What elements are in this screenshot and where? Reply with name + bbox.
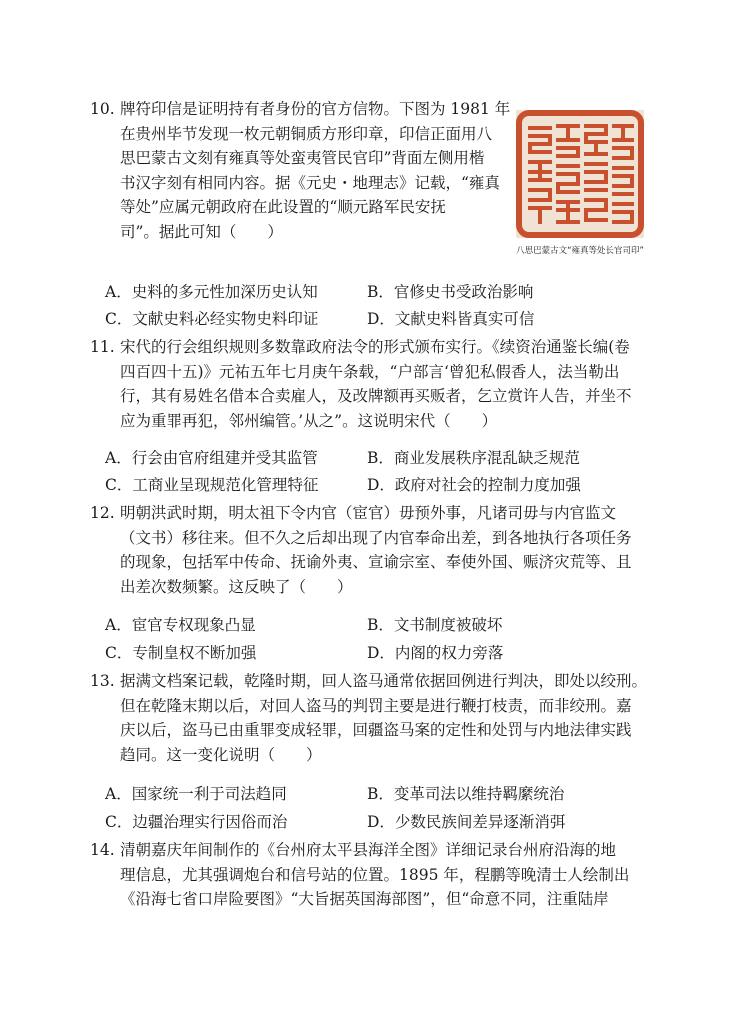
stem-line: 明朝洪武时期，明太祖下令内官（宦官）毋预外事，凡诸司毋与内官监文 [120,504,617,522]
option-a[interactable]: A．行会由官府组建并受其监管 [105,449,318,467]
stem-line: 庆以后，盗马已由重罪变成轻罪，回疆盗马案的定性和处罚与内地法律实践 [120,721,632,739]
question-number: 13. [90,672,115,690]
stem-line: 等处”应属元朝政府在此设置的“顺元路军民安抚 [120,198,446,216]
question-13 [90,669,650,767]
question-10 [90,97,510,244]
stem-line: 宋代的行会组织规则多数靠政府法令的形式颁布实行。《续资治通鉴长编(卷 [120,338,630,356]
question-number: 14. [90,841,115,859]
stem-line: 四百四十五)》元祐五年七月庚午条载，“户部言‘曾犯私假香人，法当勒出 [120,362,620,381]
question-stem [90,97,510,244]
stem-line: 牌符印信是证明持有者身份的官方信物。下图为 1981 年 [120,100,511,118]
stem-line: 书汉字刻有相同内容。据《元史・地理志》记载，“雍真 [120,173,500,192]
seal-figure [500,100,660,265]
stem-line: 据满文档案记载，乾隆时期，回人盗马通常依据回例进行判决，即处以绞刑。 [120,672,648,690]
question-stem [90,501,650,599]
option-d[interactable]: D．内阁的权力旁落 [367,644,504,662]
stem-line: 出差次数频繁。这反映了（ ） [120,577,353,596]
question-stem [90,335,650,433]
option-c[interactable]: C．文献史料必经实物史料印证 [105,310,319,328]
question-11 [90,335,650,433]
option-a[interactable]: A．史料的多元性加深历史认知 [105,283,318,301]
option-b[interactable]: B．变革司法以维持羁縻统治 [367,785,565,803]
option-c[interactable]: C．边疆治理实行因俗而治 [105,813,288,831]
question-number: 12. [90,504,115,522]
question-12 [90,501,650,599]
stem-line: 司”。据此可知（ ） [120,222,283,241]
option-c[interactable]: C．工商业呈现规范化管理特征 [105,476,319,494]
option-d[interactable]: D．政府对社会的控制力度加强 [367,476,581,494]
stem-line: 的现象，包括军中传命、抚谕外夷、宣谕宗室、奉使外国、赈济灾荒等、且 [120,553,632,571]
stem-line: 应为重罪再犯，邻州编管。’从之”。这说明宋代（ ） [120,411,498,430]
stem-line: 行，其有易姓名借本合卖雇人，及改牌额再买贩者，乞立赏许人告，并坐不 [120,387,632,405]
question-number: 10. [90,100,115,118]
option-b[interactable]: B．文书制度被破坏 [367,616,503,634]
seal-image [516,110,644,238]
stem-line: （文书）移往来。但不久之后却出现了内官奉命出差，到各地执行各项任务 [120,528,632,547]
option-a[interactable]: A．宦官专权现象凸显 [105,616,256,634]
option-d[interactable]: D．文献史料皆真实可信 [367,310,535,328]
question-14 [90,838,650,912]
option-b[interactable]: B．商业发展秩序混乱缺乏规范 [367,449,580,467]
question-stem [90,838,650,912]
stem-line: 思巴蒙古文刻有雍真等处蛮夷管民官印”背面左侧用楷 [120,149,485,167]
stem-line: 《沿海七省口岸险要图》“大旨据英国海部图”，但“命意不同，注重陆岸 [120,890,609,908]
option-c[interactable]: C．专制皇权不断加强 [105,644,257,662]
option-b[interactable]: B．官修史书受政治影响 [367,283,534,301]
stem-line: 理信息，尤其强调炮台和信号站的位置。1895 年，程鹏等晚清士人绘制出 [120,865,630,884]
option-a[interactable]: A．国家统一利于司法趋同 [105,785,287,803]
question-number: 11. [90,338,115,356]
stem-line: 但在乾隆末期以后，对回人盗马的判罚主要是进行鞭打枝责，而非绞刑。嘉 [120,696,632,715]
stem-line: 在贵州毕节发现一枚元朝铜质方形印章，印信正面用八 [120,124,493,143]
option-d[interactable]: D．少数民族间差异逐渐消弭 [367,813,566,831]
image-caption: 八思巴蒙古文“雍真等处长官司印” [516,246,644,256]
question-stem [90,669,650,767]
stem-line: 清朝嘉庆年间制作的《台州府太平县海洋全图》详细记录台州府沿海的地 [120,841,617,859]
stem-line: 趋同。这一变化说明（ ） [120,745,322,764]
